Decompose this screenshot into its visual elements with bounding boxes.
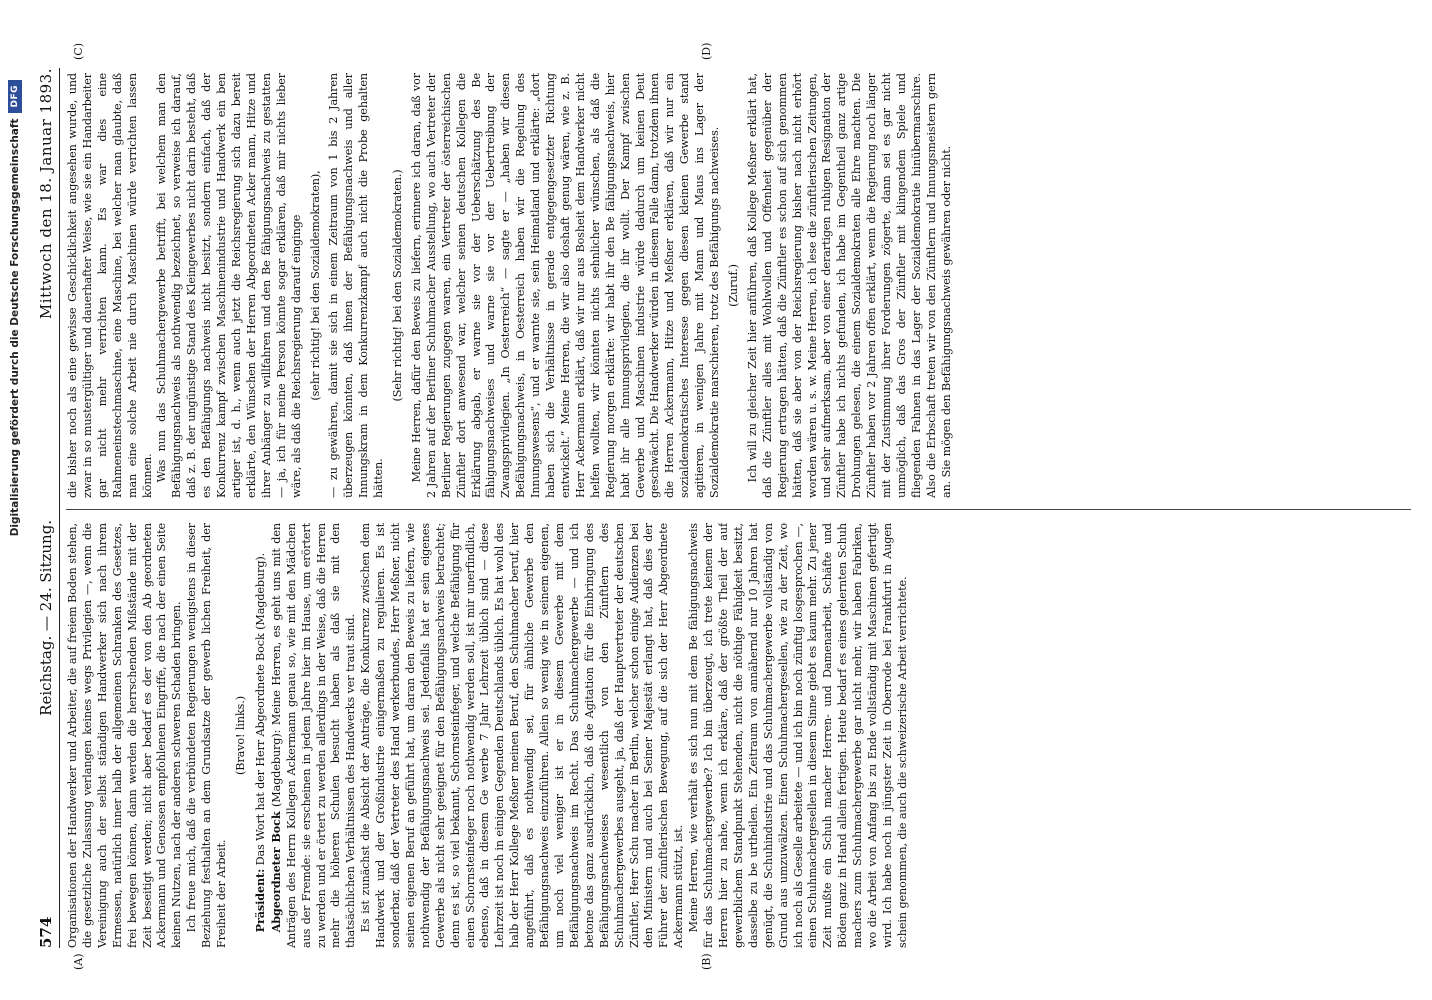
marker-a: (A) <box>72 953 85 970</box>
speaker-label: Abgeordneter Bock <box>268 811 283 933</box>
paragraph: Meine Herren, wie verhält es sich nun mit dem Be fähigungsnachweis für das Schuhmachergewerbe? Ich bin überzeugt, ich trete keinem der Herren hier zu nahe, wenn ich erkläre, daß der größte Theil der auf gewerblichem Standpunkt Stehenden, nicht die nöthige Fähigkeit besitzt, dasselbe zu be urtheilen. Ein Zeitraum von annähernd nur 10 Jahren hat genügt, die Schuhindustrie und das Schuhmachergewerbe vollständig von Grund aus umzuwälzen. Einen Schuhmachergesellen, wie zu der Zeit, wo ich noch als Geselle arbeitete — und ich bin noch zünftig losgesprochen —, einen Schuhmachergesellen in diesem Sinne giebt es kaum mehr. Zu jener Zeit mußte ein Schuh macher Herren- und Damenarbeit, Schäfte und Böden ganz in Hand allein fertigen. Heute bedarf es eines gelernten Schuh machers zum Schuhmachergewerbe gar nicht mehr, wir haben Fabriken, wo die Arbeit von Anfang bis zu Ende vollständig mit Maschinen gefertigt wird. Ich habe noch in jüngster Zeit in Oberrode bei Frankfurt in Augen schein genommen, die auch die schweizerische Arbeit verrichtete. <box>687 523 909 948</box>
interjection: (Bravo! links.) <box>233 696 247 776</box>
speaker-label: Präsident: <box>252 868 267 933</box>
paragraph: die bisher noch als eine gewisse Geschicklichkeit angesehen wurde, und zwar in so mustergültiger und dauerhafter Weise, wie sie ein Handarbeiter gar nicht mehr verrichten kann. Es war dies eine Rahmeneinstechmaschine, eine Maschine, bei welcher man glaubte, daß man eine solche Arbeit nie durch Maschinen würde verrichten lassen können. <box>66 73 154 498</box>
paragraph: — zu gewähren, damit sie sich in einem Zeitraum von 1 bis 2 Jahren überzeugen könnten, daß ihnen der Befähigungsnachweis und aller Innungskram in dem Konkurrenzkampf auch nicht die Probe gehalten hätten. <box>327 73 386 498</box>
marker-c: (C) <box>72 43 85 60</box>
marker-b: (B) <box>700 953 713 970</box>
digitization-credit <box>4 80 26 1000</box>
session-title: Reichstag. — 24. Sitzung. <box>37 519 55 716</box>
page-header <box>28 68 60 948</box>
interjection: (Zuruf.) <box>726 264 740 307</box>
paragraph: Ich will zu gleicher Zeit hier anführen, daß Kollege Meßner erklärt hat, daß die Zünftler alles mit Wohlwollen und Offenheit gegenüber der Regierung ertragen hätten, daß die Zünftler es schon auf sich genommen hätten, daß sie aber von der Reichsregierung bisher nach nicht erhört worden wären u. s. w. Meine Herren, ich lese die zünftlerischen Zeitungen, und sehr aufmerksam, aber von einer derartigen ruhigen Resignation der Zünftler habe ich nichts gefunden, ich habe im Gegentheil ganz artige Drohungen gelesen, die einem Sozialdemokraten alle Ehre machten. Die Zünftler haben vor 2 Jahren offen erklärt, wenn die Regierung noch länger mit der Zustimmung ihrer Forderungen zögerte, dann sei es gar nicht unmöglich, daß das Gros der Zünftler mit klingendem Spiele und fliegenden Fahnen in das Lager der Sozialdemokratie hinübermarschire. Also die Erbschaft treten wir von den Zünftlern und Innungsmeistern gern an. Sie mögen den Befähigungsnachweis gewähren oder nicht. <box>745 73 953 498</box>
column-divider <box>66 509 1411 510</box>
session-date: Mittwoch den 18. Januar 1893. <box>37 68 55 320</box>
credit-text: Digitalisierung gefördert durch die Deutsche Forschungsgemeinschaft <box>9 118 21 537</box>
speaker-text: (Magdeburg): Meine Herren, es geht uns mit den Anträgen des Herrn Kollegen Ackermann genau so, wie mit den Mädchen aus der Fremde: sie erscheinen in jedem Jahre hier im Hause, um erörtert zu werden und er örtert zu werden allerdings in der Weise, daß die Herren mehr die höheren Schulen besucht haben als daß sie mit den thatsächlichen Verhältnissen des Handwerks ver traut sind. <box>269 523 358 948</box>
interjection: (Sehr richtig! bei den Sozialdemokraten.) <box>391 169 405 402</box>
dfg-logo: DFG <box>8 80 22 113</box>
marker-d: (D) <box>700 42 713 60</box>
left-column <box>66 523 1411 948</box>
paragraph: Was nun das Schuhmachergewerbe betrifft, bei welchem man den Befähigungsnachweis als nothwendig bezeichnet, so verweise ich darauf, daß z. B. der ungünstige Stand des Kleingewerbes nicht darin besteht, daß es den Befähigungs nachweis nicht besitzt, sondern einfach, daß der Konkurrenz kampf zwischen Maschinenindustrie und Handwerk ein ben artiger ist, d. h., wenn auch jetzt die Reichsregierung sich dazu bereit erklärte, den Wünschen der Herren Abgeordneten Acker mann, Hitze und ihrer Anhänger zu willfahren und den Be fähigungsnachweis zu gestatten — ja, ich für meine Person könnte sogar erklären, daß mir nichts lieber wäre, als daß die Reichsregierung darauf einginge <box>155 73 303 498</box>
speaker-text: Das Wort hat der Herr Abgeordnete Bock (Magdeburg). <box>253 552 267 866</box>
paragraph: Organisationen der Handwerker und Arbeiter, die auf freiem Boden stehen, die gesetzliche Zulassung verlangen keines wegs Privilegien —, wenn die Vereinigung auch der selbst ständigen Handwerker sich nach ihrem Ermessen, natürlich inner halb der allgemeinen Schranken des Gesetzes, frei bewegen können, dann werden die herrschenden Mißstände mit der Zeit beseitigt werden; nicht aber bedarf es der von den Ab geordneten Ackermann und Genossen empfohlenen Eingriffe, die nach der einen Seite keinen Nutzen, nach der anderen schweren Schaden bringen. <box>66 523 184 948</box>
paragraph: Meine Herren, dafür den Beweis zu liefern, erinnere ich daran, daß vor 2 Jahren auf der Berliner Schuhmacher Ausstellung, wo auch Vertreter der Berliner Regierungen zugegen waren, ein Vertreter der österreichischen Zünftler dort anwesend war, welcher seinen deutschen Kollegen die Erklärung abgab, er warne sie vor der Ueberschätzung des Be fähigungsnachweises und warne sie vor der Uebertreibung der Zwangsprivilegien. „In Oesterreich“ — sagte er — „haben wir diesen Befähigungsnachweis, in Oesterreich haben wir die Regelung des Innungswesens“, und er warnte sie, sein Heimatland und erklärte: „dort haben sich die Verhältnisse in gerade entgegengesetzter Richtung entwickelt.“ Meine Herren, die wir also doshaft genug wären, wie z. B. Herr Ackermann erklärt, daß wir nur aus Bosheit dem Handwerker nicht helfen wollten, wir könnten nichts sehnlicher wünschen, als daß die Regierung morgen erklärte: wir habt ihr den Be fähigungsnachweis, hier habt ihr alle Innungsprivilegien, die ihr wollt. Der Kampf zwischen Gewerbe und Maschinen industrie würde dadurch um keinen Deut geschwächt. Die Handwerker würden in diesem Falle dann, trotzdem ihnen die Herren Ackermann, Hitze und Meßner erklären, daß wir nur ein sozialdemokratisches Interesse gegen diesen kleinen Gewerbe stand agitieren, in wenigen Jahre mit Mann und Maus ins Lager der Sozialdemokratie marschieren, trotz des Befähigungs nachweises. <box>409 73 722 498</box>
paragraph: Ich freue mich, daß die verbündeten Regierungen wenigstens in dieser Beziehung festhalten an dem Grundsatze der gewerb lichen Freiheit, der Freiheit der Arbeit. <box>185 523 229 948</box>
page-number: 574 <box>37 916 55 948</box>
paragraph: Es ist zunächst die Absicht der Anträge, die Konkurrenz zwischen dem Handwerk und der Großindustrie einigermaßen zu regulieren. Es ist sonderbar, daß der Vertreter des Hand werkerbundes, Herr Meßner, nicht seinen eigenen Beruf an geführt hat, um daran den Beweis zu liefern, wie nothwendig der Befähigungsnachweis sei. Jedenfalls hat er sein eigenes Gewerbe als nicht sehr geeignet für den Befähigungsnachweis betrachtet; denn es ist, so viel bekannt, Schornsteinfeger, und welche Befähigung für einen Schornsteinfeger noch nothwendig werden soll, ist mir unerfindlich, ebenso, daß in diesem Ge werbe 7 Jahr Lehrzeit üblich sind — diese Lehrzeit ist noch in einigen Gegenden Deutschlands üblich. Es hat wohl des halb der Herr Kollege Meßner meinen Beruf, den Schuhmacher beruf, hier angeführt, daß es nothwendig sei, für ähnliche Gewerbe den Befähigungsnachweis einzuführen. Allein so wenig wie in seinem eigenen, um noch viel weniger ist er in diesem Gewerbe mit dem Befähigungsnachweis im Recht. Das Schuhmachergewerbe — und ich betone das ganz ausdrücklich, daß die Agitation für die Einbringung des Befähigungsnachweises wesentlich von den Zünftlern des Schuhmachergewerbes ausgeht, ja, daß der Hauptvertreter der deutschen Zünftler, Herr Schu macher in Berlin, welcher schon einige Audienzen bei den Ministern und auch bei Seiner Majestät erlangt hat, daß dies der Führer der zünftlerischen Bewegung, auf die sich der Herr Abgeordnete Ackermann stützt, ist. <box>359 523 686 948</box>
right-column <box>66 73 1411 498</box>
interjection: (sehr richtig! bei den Sozialdemokraten), <box>308 170 322 401</box>
